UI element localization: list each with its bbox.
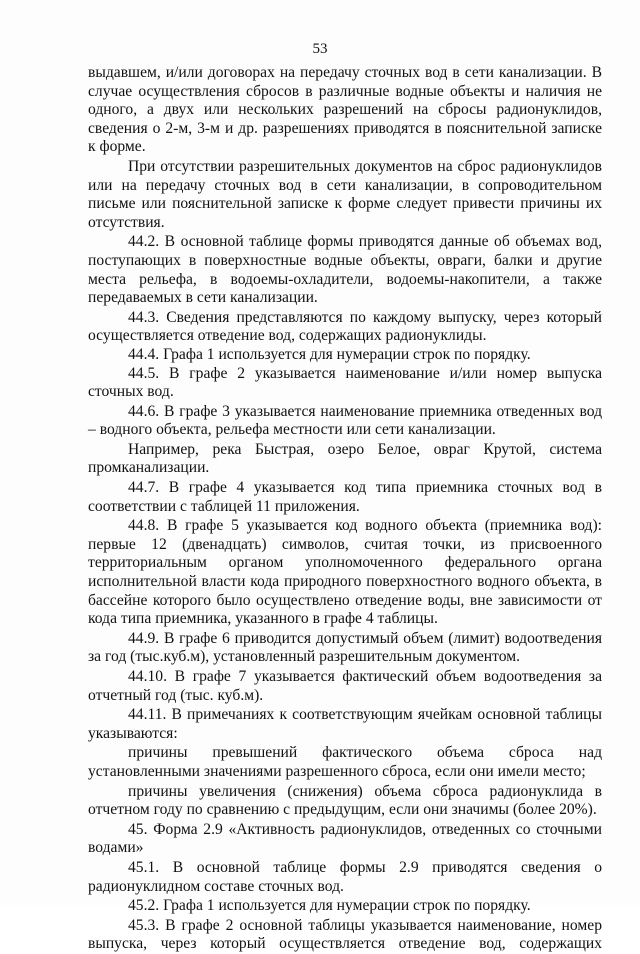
paragraph: 45.1. В основной таблице формы 2.9 приводятся сведения о радионуклидном составе сточных вод. <box>88 858 602 895</box>
paragraph: 45.3. В графе 2 основной таблицы указывается наименование, номер выпуска, через который осуществляется отведение вод, содержащих <box>88 916 602 953</box>
paragraph: 44.7. В графе 4 указывается код типа приемника сточных вод в соответствии с таблицей 11 приложения. <box>88 479 602 515</box>
paragraph: Например, река Быстрая, озеро Белое, овраг Крутой, система промканализации. <box>88 440 602 477</box>
paragraph: 44.3. Сведения представляются по каждому выпуску, через который осуществляется отведение вод, содержащих радионуклиды. <box>88 308 602 345</box>
paragraph: причины увеличения (снижения) объема сброса радионуклида в отчетном году по сравнению с предыдущим, если они значимы (более 20%). <box>88 782 602 819</box>
paragraph: 44.8. В графе 5 указывается код водного объекта (приемника вод): первые 12 (двенадцать) символов, считая точки, из присвоенного территориальным органом уполномоченного федерального органа исполнительной власти кода природного поверхностного водного объекта, в бассейне которого было осуществлено отведение воды, вне зависимости от кода типа приемника, указанного в графе 4 таблицы. <box>88 517 602 628</box>
body-text <box>88 64 602 954</box>
paragraph: 44.9. В графе 6 приводится допустимый объем (лимит) водоотведения за год (тыс.куб.м), установленный разрешительным документом. <box>88 629 602 666</box>
paragraph: выдавшем, и/или договорах на передачу сточных вод в сети канализации. В случае осуществления сбросов в различные водные объекты и наличия не одного, а двух или нескольких разрешений на сбросы радионуклидов, сведения о 2-м, 3-м и др. разрешениях приводятся в пояснительной записке к форме. <box>88 64 602 156</box>
paragraph: причины превышений фактического объема сброса над установленными значениями разрешенного сброса, если они имели место; <box>88 744 602 780</box>
paragraph: 44.10. В графе 7 указывается фактический объем водоотведения за отчетный год (тыс. куб.м). <box>88 668 602 704</box>
paragraph: 44.11. В примечаниях к соответствующим ячейкам основной таблицы указываются: <box>88 706 602 742</box>
paragraph: 44.5. В графе 2 указывается наименование и/или номер выпуска сточных вод. <box>88 364 602 401</box>
paragraph: При отсутствии разрешительных документов на сброс радионуклидов или на передачу сточных вод в сети канализации, в сопроводительном письме или пояснительной записке к форме следует привести причины их отсутствия. <box>88 157 602 231</box>
paragraph: 44.2. В основной таблице формы приводятся данные об объемах вод, поступающих в поверхностные водные объекты, овраги, балки и другие места рельефа, в водоемы-охладители, водоемы-накопители, а также передаваемых в сети канализации. <box>88 233 602 307</box>
page-number: 53 <box>312 41 328 57</box>
paragraph: 44.4. Графа 1 используется для нумерации строк по порядку. <box>128 345 531 363</box>
paragraph: 44.6. В графе 3 указывается наименование приемника отведенных вод – водного объекта, рельефа местности или сети канализации. <box>88 402 602 439</box>
paragraph: 45.2. Графа 1 используется для нумерации строк по порядку. <box>128 897 531 915</box>
section-heading: 45. Форма 2.9 «Активность радионуклидов, отведенных со сточными водами» <box>88 820 602 857</box>
